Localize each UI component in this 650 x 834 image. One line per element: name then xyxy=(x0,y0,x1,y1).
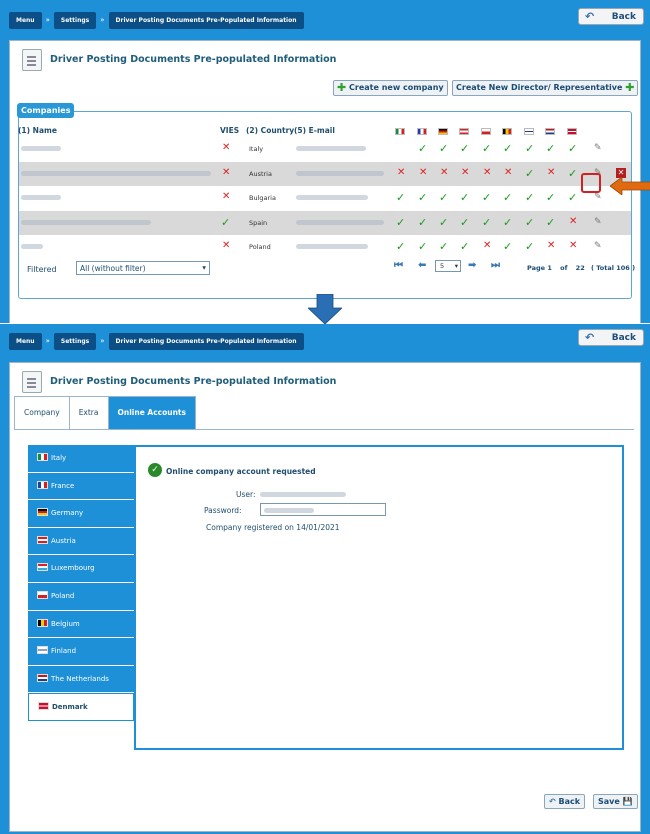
status-check-icon: ✓ xyxy=(460,191,470,204)
companies-screen xyxy=(0,0,650,323)
country-tab-germany[interactable] xyxy=(28,500,134,528)
page-title: Driver Posting Documents Pre-populated Information xyxy=(50,376,337,387)
status-check-icon: ✓ xyxy=(418,240,428,253)
status-cross-icon: ✕ xyxy=(440,166,449,178)
company-country: Italy xyxy=(249,145,264,153)
company-name xyxy=(21,244,43,249)
page-size-select[interactable] xyxy=(435,260,461,272)
tab-company[interactable]: Company xyxy=(14,396,70,430)
company-email xyxy=(296,146,366,151)
status-check-icon: ✓ xyxy=(482,142,492,155)
flag-belgium-icon xyxy=(37,619,48,627)
tab-extra[interactable]: Extra xyxy=(69,396,109,430)
country-tab-luxembourg[interactable] xyxy=(28,555,134,583)
flag-denmark-icon xyxy=(38,702,49,710)
company-country: Poland xyxy=(249,243,271,251)
flag-poland-icon xyxy=(481,128,491,135)
table-row[interactable] xyxy=(19,235,631,259)
country-label: Germany xyxy=(51,509,84,518)
vies-cross-icon: ✕ xyxy=(222,142,231,153)
edit-company-screen xyxy=(0,324,650,834)
status-check-icon: ✓ xyxy=(503,191,513,204)
floppy-disk-icon: 💾 xyxy=(622,797,633,806)
status-check-icon: ✓ xyxy=(460,240,470,253)
country-label: Belgium xyxy=(51,619,80,628)
col-email[interactable]: (5) E-mail xyxy=(294,126,335,135)
status-cross-icon: ✕ xyxy=(569,215,578,227)
breadcrumb-separator: » xyxy=(45,16,50,24)
back-arrow-icon: ↶ xyxy=(549,797,556,806)
status-cross-icon: ✕ xyxy=(419,166,428,178)
plus-icon: ✚ xyxy=(337,81,347,94)
last-page-icon[interactable]: ⏭ xyxy=(491,260,500,271)
filter-select[interactable] xyxy=(76,261,210,275)
country-tab-the-netherlands[interactable] xyxy=(28,666,134,694)
back-button[interactable] xyxy=(578,329,644,346)
vies-cross-icon: ✕ xyxy=(222,166,231,178)
page-size-value: 5 xyxy=(440,262,445,270)
status-check-icon: ✓ xyxy=(503,215,513,229)
vies-cross-icon: ✕ xyxy=(222,191,231,202)
table-row[interactable] xyxy=(19,162,631,186)
password-label: Password: xyxy=(204,506,242,515)
status-cross-icon: ✕ xyxy=(483,166,492,178)
flag-germany-icon xyxy=(37,508,48,516)
flag-france-icon xyxy=(417,128,427,135)
country-label: Austria xyxy=(51,536,76,545)
country-tab-finland[interactable] xyxy=(28,638,134,666)
country-label: Denmark xyxy=(52,703,88,712)
flag-germany-icon xyxy=(438,128,448,135)
country-label: The Netherlands xyxy=(51,674,109,683)
delete-icon[interactable]: ✕ xyxy=(617,167,625,177)
back-button[interactable] xyxy=(578,8,644,25)
country-list xyxy=(28,445,134,721)
vies-check-icon: ✓ xyxy=(221,215,231,229)
country-label: Poland xyxy=(51,591,75,600)
col-name[interactable]: (1) Name xyxy=(18,126,57,135)
country-tab-france[interactable] xyxy=(28,473,134,501)
user-value xyxy=(260,492,346,497)
status-check-icon: ✓ xyxy=(460,142,470,155)
flag-belgium-icon xyxy=(502,128,512,135)
main-card xyxy=(9,362,641,832)
breadcrumb-current[interactable]: Driver Posting Documents Pre-Populated Information xyxy=(109,333,304,350)
status-check-icon: ✓ xyxy=(525,240,535,253)
create-director-label: Create New Director/ Representative xyxy=(456,83,623,92)
company-name xyxy=(21,146,61,151)
flag-the-netherlands-icon xyxy=(545,128,555,135)
breadcrumb-settings[interactable]: Settings xyxy=(54,12,96,29)
plus-icon: ✚ xyxy=(625,81,635,94)
flag-poland-icon xyxy=(37,591,48,599)
breadcrumb-current[interactable]: Driver Posting Documents Pre-Populated Information xyxy=(109,12,304,29)
page-prefix: Page xyxy=(527,264,546,272)
status-cross-icon: ✕ xyxy=(504,166,513,178)
user-label: User: xyxy=(236,490,256,499)
table-row[interactable] xyxy=(19,137,631,161)
status-check-icon: ✓ xyxy=(568,142,578,155)
flag-italy-icon xyxy=(395,128,405,135)
registered-date: Company registered on 14/01/2021 xyxy=(206,523,340,532)
status-check-icon: ✓ xyxy=(396,191,406,204)
filter-label: Filtered xyxy=(27,265,57,274)
country-tab-italy[interactable] xyxy=(28,445,134,473)
company-name xyxy=(21,195,61,200)
check-circle-icon: ✓ xyxy=(148,463,162,477)
country-label: Luxembourg xyxy=(51,564,95,573)
flag-luxembourg-icon xyxy=(37,563,48,571)
flag-italy-icon xyxy=(37,453,48,461)
page-title: Driver Posting Documents Pre-populated Information xyxy=(50,54,337,65)
status-check-icon: ✓ xyxy=(568,166,578,180)
tab-bar xyxy=(14,396,195,430)
edit-pencil-icon[interactable]: ✎ xyxy=(594,192,602,202)
status-check-icon: ✓ xyxy=(503,240,513,253)
back-arrow-icon: ↶ xyxy=(585,331,595,344)
down-arrow-icon xyxy=(308,294,342,324)
status-check-icon: ✓ xyxy=(482,191,492,204)
country-label: France xyxy=(51,481,75,490)
vies-cross-icon: ✕ xyxy=(222,240,231,251)
status-check-icon: ✓ xyxy=(396,215,406,229)
status-check-icon: ✓ xyxy=(546,142,556,155)
status-check-icon: ✓ xyxy=(460,215,470,229)
chevron-down-icon: ▾ xyxy=(454,262,458,270)
status-check-icon: ✓ xyxy=(525,215,535,229)
company-country: Spain xyxy=(249,218,268,227)
country-tab-belgium[interactable] xyxy=(28,611,134,639)
status-check-icon: ✓ xyxy=(439,191,449,204)
pointer-arrow-icon xyxy=(610,177,650,195)
document-icon xyxy=(22,371,42,393)
company-email xyxy=(296,171,384,176)
table-row[interactable] xyxy=(19,211,631,235)
account-status: Online company account requested xyxy=(166,467,316,476)
total-count: ( Total 106 ) xyxy=(590,264,636,272)
col-vies[interactable]: VIES xyxy=(220,126,240,135)
page-of: of xyxy=(560,264,568,272)
status-check-icon: ✓ xyxy=(525,191,535,204)
status-cross-icon: ✕ xyxy=(483,240,492,251)
edit-highlight xyxy=(581,173,601,193)
chevron-down-icon: ▾ xyxy=(202,263,206,272)
edit-pencil-icon[interactable]: ✎ xyxy=(594,216,602,227)
first-page-icon[interactable]: ⏮ xyxy=(394,260,403,271)
country-tab-denmark[interactable] xyxy=(28,693,134,721)
status-check-icon: ✓ xyxy=(418,215,428,229)
password-field[interactable] xyxy=(260,503,386,516)
breadcrumb-menu[interactable]: Menu xyxy=(9,333,42,350)
status-check-icon: ✓ xyxy=(546,191,556,204)
company-email xyxy=(296,195,368,200)
status-cross-icon: ✕ xyxy=(547,166,556,178)
status-check-icon: ✓ xyxy=(568,191,578,204)
edit-pencil-icon[interactable]: ✎ xyxy=(594,143,602,153)
flag-france-icon xyxy=(37,481,48,489)
status-cross-icon: ✕ xyxy=(397,166,406,178)
main-card xyxy=(9,40,641,323)
page-number: 1 xyxy=(547,264,552,272)
flag-denmark-icon xyxy=(567,128,577,135)
tab-online-accounts[interactable]: Online Accounts xyxy=(108,396,196,430)
country-label: Finland xyxy=(51,647,77,656)
document-icon xyxy=(22,49,42,71)
save-label: Save xyxy=(598,797,620,806)
back-label: Back xyxy=(611,11,636,22)
table-row[interactable] xyxy=(19,186,631,210)
company-email xyxy=(296,244,368,249)
flag-austria-icon xyxy=(459,128,469,135)
breadcrumb xyxy=(9,11,304,29)
companies-legend: Companies xyxy=(17,103,74,118)
footer-back-button[interactable] xyxy=(544,794,585,809)
edit-pencil-icon[interactable]: ✎ xyxy=(594,241,602,251)
country-label: Italy xyxy=(51,454,67,462)
status-check-icon: ✓ xyxy=(439,240,449,253)
flag-finland-icon xyxy=(37,646,48,654)
tab-divider xyxy=(14,429,634,430)
status-check-icon: ✓ xyxy=(439,142,449,155)
password-value xyxy=(264,508,314,513)
page-indicator xyxy=(527,264,635,272)
col-country[interactable]: (2) Country xyxy=(246,126,295,135)
create-director-button[interactable] xyxy=(452,80,638,96)
status-check-icon: ✓ xyxy=(525,166,535,180)
flag-austria-icon xyxy=(37,536,48,544)
filter-value: All (without filter) xyxy=(80,264,146,273)
company-country: Bulgaria xyxy=(249,194,276,202)
status-check-icon: ✓ xyxy=(418,191,428,204)
next-page-icon[interactable]: ➡ xyxy=(468,260,477,271)
back-label: Back xyxy=(611,332,636,343)
page-count: 22 xyxy=(575,264,585,272)
account-panel xyxy=(134,445,624,750)
breadcrumb-separator: » xyxy=(100,16,105,24)
status-cross-icon: ✕ xyxy=(461,166,470,178)
create-company-label: Create new company xyxy=(349,83,444,92)
company-email xyxy=(296,220,384,225)
status-check-icon: ✓ xyxy=(439,215,449,229)
status-check-icon: ✓ xyxy=(482,215,492,229)
company-name xyxy=(21,220,151,225)
status-check-icon: ✓ xyxy=(418,142,428,155)
breadcrumb-separator: » xyxy=(100,337,105,345)
footer-back-label: Back xyxy=(558,797,581,806)
flag-finland-icon xyxy=(524,128,534,135)
save-button[interactable] xyxy=(593,794,638,809)
status-cross-icon: ✕ xyxy=(569,240,578,251)
country-tab-austria[interactable] xyxy=(28,528,134,556)
company-name xyxy=(21,171,211,176)
breadcrumb xyxy=(9,332,304,350)
status-check-icon: ✓ xyxy=(503,142,513,155)
status-check-icon: ✓ xyxy=(525,142,535,155)
status-cross-icon: ✕ xyxy=(547,240,556,251)
breadcrumb-menu[interactable]: Menu xyxy=(9,12,42,29)
back-arrow-icon: ↶ xyxy=(585,10,595,23)
country-tab-poland[interactable] xyxy=(28,583,134,611)
create-company-button[interactable] xyxy=(333,80,448,96)
flag-the-netherlands-icon xyxy=(37,674,48,682)
breadcrumb-separator: » xyxy=(45,337,50,345)
breadcrumb-settings[interactable]: Settings xyxy=(54,333,96,350)
prev-page-icon[interactable]: ⬅ xyxy=(418,260,427,271)
edit-pencil-icon[interactable]: ✎ xyxy=(594,167,602,178)
company-country: Austria xyxy=(249,169,272,178)
status-check-icon: ✓ xyxy=(396,240,406,253)
status-check-icon: ✓ xyxy=(546,215,556,229)
